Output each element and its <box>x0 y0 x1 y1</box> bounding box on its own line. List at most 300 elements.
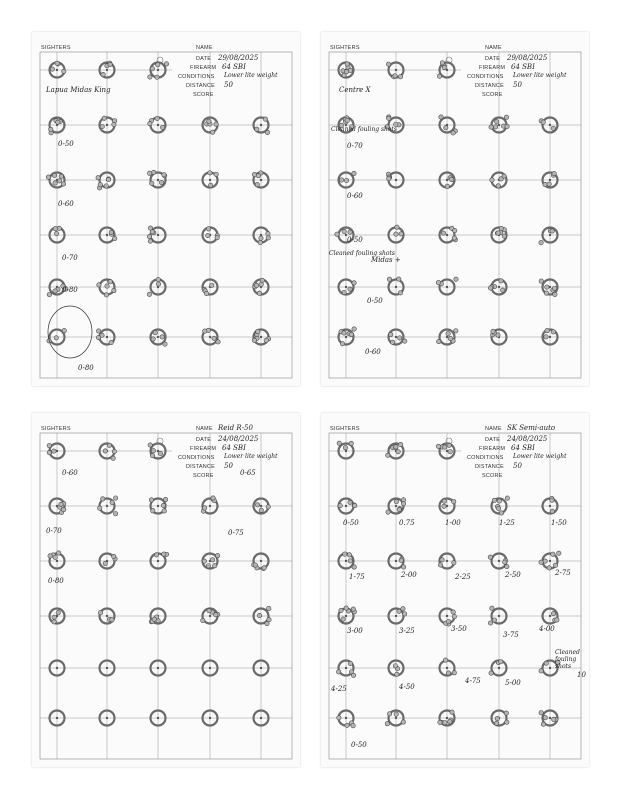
bullet-hole <box>147 234 151 238</box>
score-label: SCORE <box>482 473 503 479</box>
firearm-value: 64 SBI <box>511 63 535 71</box>
bullet-hole <box>442 445 446 449</box>
target-center <box>157 234 159 236</box>
target-center <box>498 667 500 669</box>
firearm-value: 64 SBI <box>511 444 535 452</box>
bullet-hole <box>385 721 389 725</box>
bullet-hole <box>155 116 159 120</box>
target-sheet-2 <box>321 32 589 386</box>
bullet-hole <box>539 711 543 715</box>
target-center <box>260 124 262 126</box>
bullet-hole <box>539 669 543 673</box>
sighters-label: SIGHTERS <box>330 45 360 51</box>
target-center <box>260 179 262 181</box>
bullet-hole <box>494 721 498 725</box>
bullet-hole <box>446 332 450 336</box>
bullet-hole <box>397 609 401 613</box>
conditions-label: CONDITIONS <box>178 455 215 461</box>
target-center <box>549 560 551 562</box>
target-center <box>260 717 262 719</box>
bullet-hole <box>112 449 116 453</box>
distance-label: DISTANCE <box>475 83 505 89</box>
bullet-hole <box>151 449 155 453</box>
bullet-hole <box>541 722 545 726</box>
bullet-hole <box>397 507 401 511</box>
target-center <box>395 69 397 71</box>
target-center <box>446 667 448 669</box>
target-center <box>498 615 500 617</box>
bullet-hole <box>113 512 117 516</box>
handwritten-note: 0-50 <box>351 741 367 749</box>
bullet-hole <box>215 235 219 239</box>
bullet-hole <box>160 125 164 129</box>
handwritten-note: 5-00 <box>505 679 521 687</box>
bullet-hole <box>351 673 355 677</box>
target-center <box>345 560 347 562</box>
bullet-hole <box>399 232 403 236</box>
bullet-hole <box>454 277 458 281</box>
firearm-label: FIREARM <box>190 446 217 452</box>
bullet-hole <box>259 508 263 512</box>
bullet-hole <box>550 509 554 513</box>
bullet-hole <box>451 610 455 614</box>
bullet-hole <box>59 174 63 178</box>
target-center <box>209 717 211 719</box>
bullet-hole <box>440 61 444 65</box>
bullet-hole <box>452 614 456 618</box>
target-center <box>56 667 58 669</box>
bullet-hole <box>213 564 217 568</box>
target-center <box>157 69 159 71</box>
date-label: DATE <box>485 56 501 62</box>
bullet-hole <box>543 182 547 186</box>
bullet-hole <box>342 331 346 335</box>
name-label: NAME <box>485 426 502 432</box>
bullet-hole <box>491 329 495 333</box>
bullet-hole <box>98 182 102 186</box>
name-label: NAME <box>196 45 213 51</box>
bullet-hole <box>160 335 164 339</box>
handwritten-note: 2-50 <box>505 571 521 579</box>
bullet-hole <box>502 234 506 238</box>
bullet-hole <box>210 558 214 562</box>
bullet-hole <box>108 279 112 283</box>
date-value: 29/08/2025 <box>507 54 548 62</box>
bullet-hole <box>440 558 444 562</box>
target-center <box>446 286 448 288</box>
name-value: SK Semi-auto <box>507 424 556 432</box>
bullet-hole <box>545 285 549 289</box>
target-center <box>260 336 262 338</box>
bullet-hole <box>348 287 352 291</box>
distance-value: 50 <box>513 81 522 89</box>
bullet-hole <box>111 456 115 460</box>
bullet-hole <box>351 607 355 611</box>
bullet-hole <box>100 124 104 128</box>
bullet-hole <box>162 552 166 556</box>
handwritten-note: 0-60 <box>365 348 381 356</box>
bullet-hole <box>496 184 500 188</box>
bullet-hole <box>544 661 548 665</box>
bullet-hole <box>453 228 457 232</box>
bullet-hole <box>255 127 259 131</box>
bullet-hole <box>401 565 405 569</box>
bullet-hole <box>348 230 352 234</box>
bullet-hole <box>52 615 56 619</box>
bullet-hole <box>402 612 406 616</box>
handwritten-note: 0-60 <box>62 469 78 477</box>
bullet-hole <box>210 130 214 134</box>
bullet-hole <box>103 561 107 565</box>
bullet-hole <box>452 499 456 503</box>
bullet-hole <box>451 131 455 135</box>
handwritten-note: 0-70 <box>347 142 363 150</box>
date-value: 24/08/2025 <box>507 435 548 443</box>
handwritten-note: 2-00 <box>401 571 417 579</box>
bullet-hole <box>101 72 105 76</box>
handwritten-note: Midas + <box>371 256 401 264</box>
bullet-hole <box>148 75 152 79</box>
bullet-hole <box>387 116 391 120</box>
bullet-hole <box>445 184 449 188</box>
bullet-hole <box>553 563 557 567</box>
target-center <box>345 336 347 338</box>
bullet-hole <box>337 716 341 720</box>
target-center <box>345 667 347 669</box>
conditions-label: CONDITIONS <box>467 74 504 80</box>
bullet-hole <box>448 719 452 723</box>
bullet-hole <box>345 62 349 66</box>
bullet-hole <box>544 291 548 295</box>
bullet-hole <box>52 620 56 624</box>
bullet-hole <box>50 67 54 71</box>
bullet-hole <box>452 671 456 675</box>
target-center <box>157 124 159 126</box>
bullet-hole <box>499 279 503 283</box>
bullet-hole <box>343 552 347 556</box>
bullet-hole <box>255 182 259 186</box>
bullet-hole <box>397 336 401 340</box>
bullet-hole <box>397 277 401 281</box>
firearm-label: FIREARM <box>479 65 506 71</box>
bullet-hole <box>150 453 154 457</box>
bullet-hole <box>53 227 57 231</box>
handwritten-note: 0-70 <box>46 527 62 535</box>
bullet-hole <box>543 716 547 720</box>
target-sheet-4 <box>321 413 589 767</box>
bullet-hole <box>150 230 154 234</box>
target-center <box>395 615 397 617</box>
bullet-hole <box>438 563 442 567</box>
handwritten-note: 0-70 <box>62 254 78 262</box>
bullet-hole <box>163 497 167 501</box>
bullet-hole <box>490 606 494 610</box>
target-center <box>345 717 347 719</box>
bullet-hole <box>214 172 218 176</box>
bullet-hole <box>56 551 60 555</box>
bullet-hole <box>337 441 341 445</box>
target-center <box>395 717 397 719</box>
handwritten-note: 0-80 <box>78 364 94 372</box>
bullet-hole <box>448 449 452 453</box>
bullet-hole <box>267 606 271 610</box>
handwritten-note: 3-25 <box>399 627 415 635</box>
target-center <box>106 234 108 236</box>
bullet-hole <box>151 337 155 341</box>
bullet-hole <box>207 119 211 123</box>
handwritten-note: 4-75 <box>465 677 481 685</box>
date-value: 24/08/2025 <box>218 435 259 443</box>
target-center <box>345 450 347 452</box>
bullet-hole <box>489 125 493 129</box>
bullet-hole <box>504 115 508 119</box>
bullet-hole <box>499 511 503 515</box>
bullet-hole <box>444 126 448 130</box>
bullet-hole <box>62 507 66 511</box>
bullet-hole <box>401 501 405 505</box>
bullet-hole <box>164 62 168 66</box>
bullet-hole <box>107 443 111 447</box>
bullet-hole <box>52 449 56 453</box>
bullet-hole <box>386 453 390 457</box>
bullet-hole <box>153 331 157 335</box>
bullet-hole <box>342 229 346 233</box>
bullet-hole <box>348 559 352 563</box>
bullet-hole <box>152 617 156 621</box>
bullet-hole <box>505 496 509 500</box>
bullet-hole <box>53 555 57 559</box>
bullet-hole <box>208 171 212 175</box>
bullet-hole <box>103 449 107 453</box>
bullet-hole <box>162 509 166 513</box>
target-center <box>56 69 58 71</box>
bullet-hole <box>96 335 100 339</box>
handwritten-note: 0-50 <box>343 519 359 527</box>
bullet-hole <box>254 283 258 287</box>
bullet-hole <box>555 618 559 622</box>
bullet-hole <box>340 342 344 346</box>
bullet-hole <box>113 496 117 500</box>
bullet-hole <box>55 61 59 65</box>
bullet-hole <box>398 291 402 295</box>
bullet-hole <box>152 170 156 174</box>
firearm-value: 64 SBI <box>222 63 246 71</box>
handwritten-note: 0-50 <box>58 140 74 148</box>
handwritten-note: Lapua Midas King <box>46 86 111 94</box>
target-center <box>549 124 551 126</box>
handwritten-note: 1-00 <box>445 519 461 527</box>
bullet-hole <box>108 62 112 66</box>
bullet-hole <box>215 553 219 557</box>
bullet-hole <box>252 172 256 176</box>
bullet-hole <box>98 506 102 510</box>
bullet-hole <box>488 555 492 559</box>
target-center <box>157 560 159 562</box>
sighters-label: SIGHTERS <box>330 426 360 432</box>
bullet-hole <box>396 450 400 454</box>
bullet-hole <box>336 670 340 674</box>
bullet-hole <box>389 332 393 336</box>
firearm-value: 64 SBI <box>222 444 246 452</box>
bullet-hole <box>148 121 152 125</box>
bullet-hole <box>112 288 116 292</box>
bullet-hole <box>112 554 116 558</box>
bullet-hole <box>214 122 218 126</box>
distance-value: 50 <box>224 81 233 89</box>
bullet-hole <box>53 181 57 185</box>
bullet-hole <box>162 172 166 176</box>
bullet-hole <box>53 289 57 293</box>
bullet-hole <box>264 338 268 342</box>
bullet-hole <box>547 182 551 186</box>
target-center <box>260 505 262 507</box>
bullet-hole <box>399 558 403 562</box>
bullet-hole <box>266 231 270 235</box>
handwritten-note: Cleaned fouling shots <box>331 126 397 133</box>
bullet-hole <box>442 504 446 508</box>
bullet-hole <box>488 286 492 290</box>
handwritten-note: 10 <box>577 671 586 679</box>
date-label: DATE <box>196 437 212 443</box>
distance-value: 50 <box>224 462 233 470</box>
bullet-hole <box>446 619 450 623</box>
bullet-hole <box>552 717 556 721</box>
bullet-hole <box>52 173 56 177</box>
date-label: DATE <box>485 437 501 443</box>
bullet-hole <box>158 451 162 455</box>
target-center <box>106 717 108 719</box>
bullet-hole <box>387 277 391 281</box>
bullet-hole <box>454 329 458 333</box>
bullet-hole <box>257 291 261 295</box>
target-center <box>345 615 347 617</box>
bullet-hole <box>147 171 151 175</box>
bullet-hole <box>446 671 450 675</box>
bullet-hole <box>216 340 220 344</box>
conditions-label: CONDITIONS <box>178 74 215 80</box>
bullet-hole <box>148 239 152 243</box>
bullet-hole <box>450 710 454 714</box>
bullet-hole <box>110 500 114 504</box>
bullet-hole <box>539 560 543 564</box>
target-center <box>260 667 262 669</box>
handwritten-note: 0-50 <box>367 297 383 305</box>
handwritten-note: 1-50 <box>551 519 567 527</box>
bullet-hole <box>499 177 503 181</box>
bullet-hole <box>436 444 440 448</box>
handwritten-note: 0.75 <box>399 519 415 527</box>
bullet-hole <box>539 279 543 283</box>
bullet-hole <box>505 720 509 724</box>
bullet-hole <box>352 565 356 569</box>
target-center <box>157 667 159 669</box>
bullet-hole <box>353 503 357 507</box>
bullet-hole <box>403 339 407 343</box>
bullet-hole <box>105 284 109 288</box>
bullet-hole <box>262 566 266 570</box>
bullet-hole <box>96 176 100 180</box>
bullet-hole <box>551 126 555 130</box>
bullet-hole <box>551 611 555 615</box>
target-center <box>549 667 551 669</box>
bullet-hole <box>345 118 349 122</box>
target-center <box>395 560 397 562</box>
target-grid-3 <box>32 413 300 767</box>
bullet-hole <box>339 178 343 182</box>
target-center <box>395 286 397 288</box>
bullet-hole <box>104 184 108 188</box>
bullet-hole <box>147 292 151 296</box>
bullet-hole <box>394 445 398 449</box>
bullet-hole <box>96 329 100 333</box>
bullet-hole <box>113 236 117 240</box>
firearm-label: FIREARM <box>479 446 506 452</box>
bullet-hole <box>443 658 447 662</box>
bullet-hole <box>265 621 269 625</box>
bullet-hole <box>208 183 212 187</box>
bullet-hole <box>552 171 556 175</box>
bullet-hole <box>394 499 398 503</box>
target-center <box>157 505 159 507</box>
firearm-label: FIREARM <box>190 65 217 71</box>
bullet-hole <box>56 120 60 124</box>
bullet-hole <box>398 442 402 446</box>
bullet-hole <box>503 560 507 564</box>
bullet-hole <box>150 67 154 71</box>
handwritten-note: 0-65 <box>240 469 256 477</box>
date-value: 29/08/2025 <box>218 54 259 62</box>
bullet-hole <box>61 182 65 186</box>
bullet-hole <box>258 240 262 244</box>
handwritten-note: 1-75 <box>349 573 365 581</box>
bullet-hole <box>489 671 493 675</box>
target-sheet-1 <box>32 32 300 386</box>
bullet-hole <box>159 180 163 184</box>
handwritten-note: 2-75 <box>555 569 571 577</box>
target-center <box>549 234 551 236</box>
bullet-hole <box>501 288 505 292</box>
target-center <box>106 615 108 617</box>
bullet-hole <box>550 498 554 502</box>
bullet-hole <box>387 176 391 180</box>
handwritten-note: 0-60 <box>58 200 74 208</box>
bullet-hole <box>339 608 343 612</box>
bullet-hole <box>442 499 446 503</box>
distance-label: DISTANCE <box>475 464 505 470</box>
bullet-hole <box>494 120 498 124</box>
bullet-hole <box>204 291 208 295</box>
bullet-hole <box>492 618 496 622</box>
bullet-hole <box>547 566 551 570</box>
bullet-hole <box>342 290 346 294</box>
bullet-hole <box>56 610 60 614</box>
bullet-hole <box>348 500 352 504</box>
target-center <box>498 124 500 126</box>
bullet-hole <box>148 443 152 447</box>
bullet-hole <box>496 231 500 235</box>
handwritten-note: Centre X <box>339 86 371 94</box>
target-center <box>345 286 347 288</box>
target-center <box>549 179 551 181</box>
bullet-hole <box>448 336 452 340</box>
bullet-hole <box>98 611 102 615</box>
bullet-hole <box>151 509 155 513</box>
handwritten-note: 4-25 <box>331 685 347 693</box>
bullet-hole <box>206 227 210 231</box>
distance-label: DISTANCE <box>186 464 216 470</box>
handwritten-note: 2-25 <box>455 573 471 581</box>
bullet-hole <box>352 281 356 285</box>
